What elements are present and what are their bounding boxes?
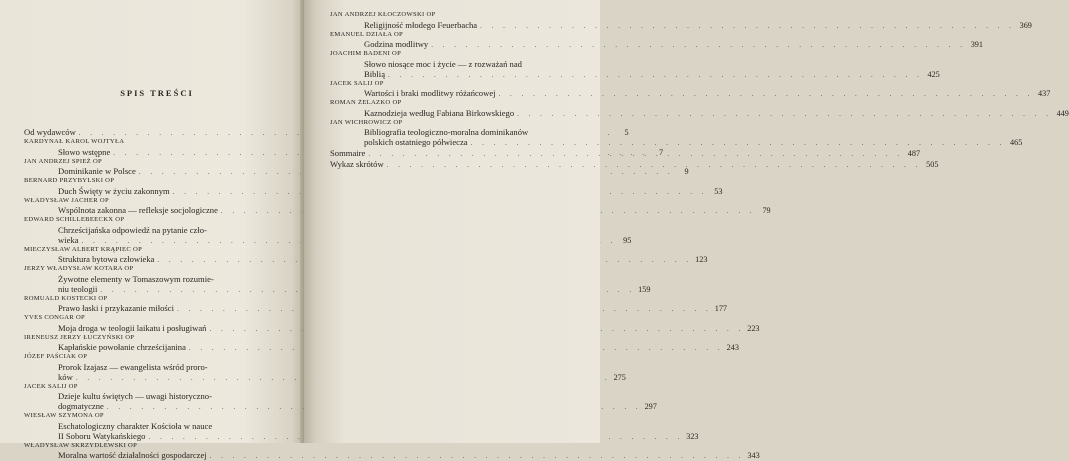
toc-entry-title: Struktura bytowa człowieka xyxy=(58,254,154,264)
dot-leader xyxy=(388,70,923,80)
toc-entry-title: wieka xyxy=(58,235,79,245)
toc-entry-page: 425 xyxy=(926,70,940,80)
toc-entry-title: Bibliografia teologiczno-moralna dominikanów xyxy=(330,127,592,137)
toc-entry-title: Wartości i braki modlitwy różańcowej xyxy=(364,88,496,98)
toc-entry-author: JERZY WŁADYSŁAW KOTARA OP xyxy=(24,265,290,274)
toc-entry-title: Sommaire xyxy=(330,148,365,158)
toc-entry-title: niu teologii xyxy=(58,284,97,294)
left-page xyxy=(0,0,304,443)
toc-entry xyxy=(330,31,592,51)
toc-entry-line xyxy=(330,69,592,80)
toc-entry xyxy=(330,11,592,31)
toc-entry xyxy=(330,159,592,170)
toc-entry-page: 9 xyxy=(677,167,689,177)
toc-entry-line xyxy=(24,303,290,314)
toc-entry-page: 79 xyxy=(759,206,771,216)
toc-entry-author: EMANUEL DZIAŁA OP xyxy=(330,31,592,40)
toc-entry-line xyxy=(24,431,290,442)
toc-entry-title: Duch Święty w życiu zakonnym xyxy=(58,186,170,196)
toc-entry-title: Godzina modlitwy xyxy=(364,39,428,49)
toc-entry-author: WŁADYSŁAW JACHER OP xyxy=(24,197,290,206)
toc-entry-title: Prawo łaski i przykazanie miłości xyxy=(58,303,174,313)
toc-entry-title: Słowo niosące moc i życie — z rozważań nad xyxy=(330,59,592,69)
toc-entry-title: Wspólnota zakonna — refleksje socjologiczne xyxy=(58,205,218,215)
dot-leader xyxy=(480,21,1015,31)
toc-entry xyxy=(330,50,592,80)
toc-entry-author: WŁADYSŁAW SKRZYDLEWSKI OP xyxy=(24,442,290,451)
toc-entry-page: 223 xyxy=(747,324,759,334)
toc-entry-line xyxy=(330,88,592,99)
toc-entry-page: 343 xyxy=(747,451,759,461)
toc-entry-author: BERNARD PRZYBYLSKI OP xyxy=(24,177,290,186)
toc-entry-title: Dominikanie w Polsce xyxy=(58,166,136,176)
toc-list-right xyxy=(330,11,592,170)
right-page xyxy=(304,0,600,443)
toc-entry-author: JAN WICHROWICZ OP xyxy=(330,119,592,128)
toc-entry-author: YVES CONGAR OP xyxy=(24,314,290,323)
toc-entry-line xyxy=(330,39,592,50)
toc-entry-title: Kapłańskie powołanie chrześcijanina xyxy=(58,342,186,352)
toc-entry-page: 391 xyxy=(969,40,983,50)
toc-entry-author: ROMAN ŻELAZKO OP xyxy=(330,99,592,108)
dot-leader xyxy=(431,40,966,50)
toc-entry-page: 123 xyxy=(695,255,707,265)
toc-entry-author: IRENEUSZ JERZY ŁUCZYŃSKI OP xyxy=(24,334,290,343)
toc-entry-line xyxy=(24,166,290,177)
toc-entry xyxy=(24,265,290,295)
toc-entry-page: 159 xyxy=(638,285,650,295)
toc-entry-title: Dzieje kultu świętych — uwagi historyczno- xyxy=(24,391,290,401)
toc-entry-page: 505 xyxy=(924,160,938,170)
toc-entry-title: ków xyxy=(58,372,73,382)
toc-entry-title: Prorok Izajasz — ewangelista wśród proro- xyxy=(24,362,290,372)
toc-entry-page: 449 xyxy=(1055,109,1069,119)
toc-entry xyxy=(24,138,290,158)
toc-entry xyxy=(330,99,592,119)
dot-leader xyxy=(387,160,922,170)
toc-entry-line xyxy=(330,20,592,31)
toc-entry-title: II Soboru Watykańskiego xyxy=(58,431,145,441)
toc-entry-page: 437 xyxy=(1036,89,1050,99)
dot-leader xyxy=(471,138,1006,148)
toc-entry-page: 487 xyxy=(906,149,920,159)
toc-entry-line xyxy=(24,372,290,383)
toc-entry-line xyxy=(330,108,592,119)
toc-entry-author: JÓZEF PAŚCIAK OP xyxy=(24,353,290,362)
toc-heading: SPIS TREŚCI xyxy=(24,88,290,98)
toc-entry-line xyxy=(24,205,290,216)
dot-leader xyxy=(210,451,745,461)
toc-entry xyxy=(24,197,290,217)
toc-entry-title: Wykaz skrótów xyxy=(330,159,384,169)
toc-entry-line xyxy=(330,159,592,170)
toc-entry-author: JOACHIM BADENI OP xyxy=(330,50,592,59)
toc-entry-author: WIESŁAW SZYMONA OP xyxy=(24,412,290,421)
toc-entry xyxy=(24,412,290,442)
toc-entry-author: JAN ANDRZEJ SPIEŻ OP xyxy=(24,158,290,167)
toc-entry-page: 369 xyxy=(1018,21,1032,31)
toc-entry-page: 297 xyxy=(645,402,657,412)
toc-entry-title: Eschatologiczny charakter Kościoła w nauce xyxy=(24,421,290,431)
toc-entry xyxy=(24,216,290,246)
toc-entry-line xyxy=(24,235,290,246)
dot-leader xyxy=(517,109,1052,119)
toc-entry-line xyxy=(24,284,290,295)
dot-leader xyxy=(368,149,903,159)
toc-entry-author: EDWARD SCHILLEBEECKX OP xyxy=(24,216,290,225)
toc-entry-title: Słowo wstępne xyxy=(58,147,110,157)
toc-entry-line xyxy=(24,450,290,461)
toc-entry-line xyxy=(24,127,290,138)
toc-entry xyxy=(24,127,290,138)
toc-entry-page: 177 xyxy=(715,304,727,314)
toc-entry-author: KARDYNAŁ KAROL WOJTYŁA xyxy=(24,138,290,147)
toc-entry-page: 465 xyxy=(1008,138,1022,148)
toc-entry-author: JACEK SALIJ OP xyxy=(24,383,290,392)
toc-entry xyxy=(24,295,290,315)
toc-entry-title: Biblią xyxy=(364,69,385,79)
toc-entry-line xyxy=(24,147,290,158)
toc-entry-line xyxy=(330,148,592,159)
toc-entry xyxy=(24,158,290,178)
toc-entry xyxy=(24,334,290,354)
toc-entry-author: MIECZYSŁAW ALBERT KRĄPIEC OP xyxy=(24,246,290,255)
toc-entry-page: 323 xyxy=(686,432,698,442)
toc-entry-line xyxy=(24,401,290,412)
toc-entry-author: ROMUALD KOSTECKI OP xyxy=(24,295,290,304)
toc-entry-line xyxy=(24,323,290,334)
toc-entry xyxy=(330,80,592,100)
toc-entry-page: 243 xyxy=(727,343,739,353)
toc-entry-title: Moja droga w teologii laikatu i posługiwań xyxy=(58,323,206,333)
toc-entry-title: polskich ostatniego półwiecza xyxy=(364,137,468,147)
toc-entry-author: JACEK SALIJ OP xyxy=(330,80,592,89)
toc-entry xyxy=(24,314,290,334)
toc-entry-author: JAN ANDRZEJ KŁOCZOWSKI OP xyxy=(330,11,592,20)
toc-entry-line xyxy=(330,137,592,148)
dot-leader xyxy=(499,89,1034,99)
toc-list-left xyxy=(24,127,290,461)
toc-entry-title: Religijność młodego Feuerbacha xyxy=(364,20,477,30)
toc-entry xyxy=(24,177,290,197)
toc-entry-title: Żywotne elementy w Tomaszowym rozumie- xyxy=(24,274,290,284)
toc-entry-title: Od wydawców xyxy=(24,127,76,137)
toc-entry-title: Kaznodzieja według Fabiana Birkowskiego xyxy=(364,108,514,118)
toc-entry-page: 5 xyxy=(617,128,629,138)
toc-entry-page: 7 xyxy=(651,148,663,158)
toc-entry-line xyxy=(24,186,290,197)
toc-entry-title: dogmatyczne xyxy=(58,401,104,411)
toc-entry-line xyxy=(24,254,290,265)
toc-entry xyxy=(330,148,592,159)
toc-entry xyxy=(330,119,592,149)
toc-entry xyxy=(24,246,290,266)
toc-entry xyxy=(24,383,290,413)
toc-entry xyxy=(24,353,290,383)
toc-entry-page: 95 xyxy=(619,236,631,246)
toc-entry-line xyxy=(24,342,290,353)
toc-entry-title: Chrześcijańska odpowiedź na pytanie czło- xyxy=(24,225,290,235)
toc-entry-page: 53 xyxy=(710,187,722,197)
toc-entry-page: 275 xyxy=(614,373,626,383)
toc-entry-title: Moralna wartość działalności gospodarczej xyxy=(58,450,207,460)
toc-entry xyxy=(24,442,290,461)
